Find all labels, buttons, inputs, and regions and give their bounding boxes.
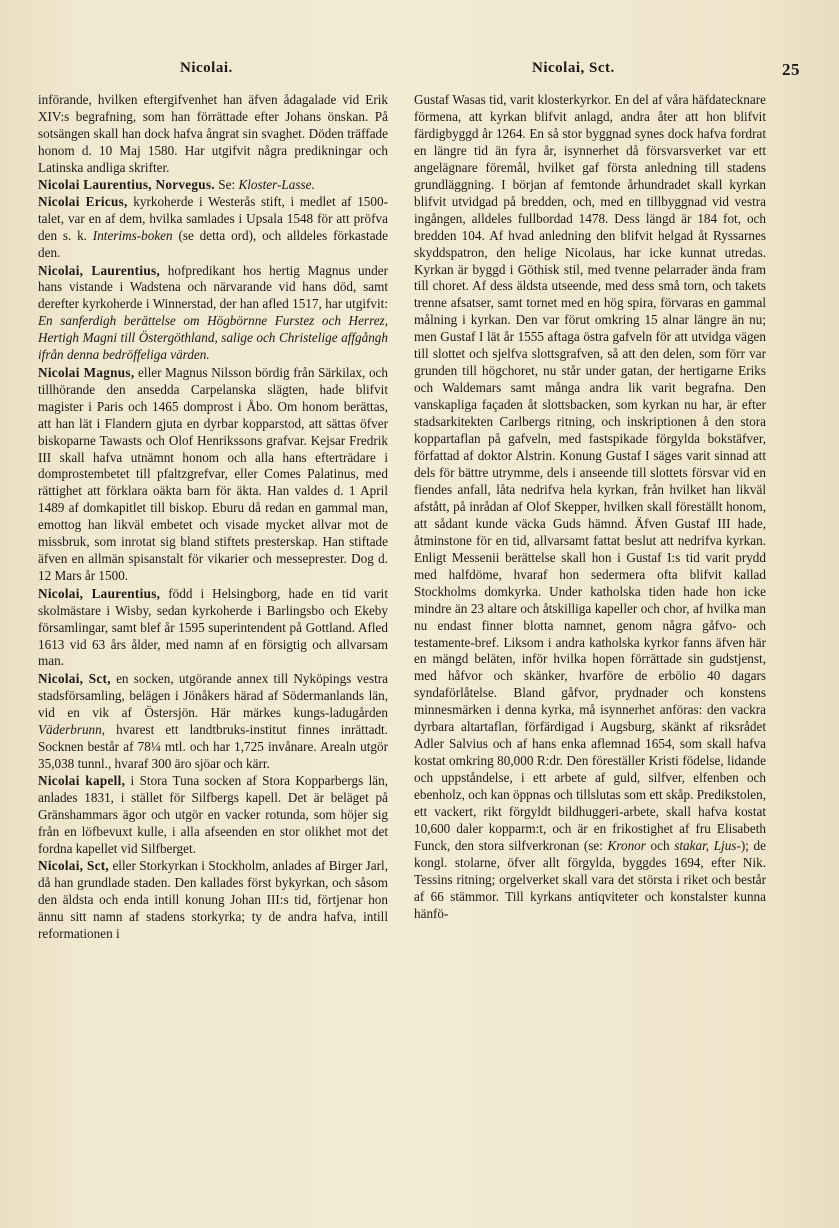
entry-text: eller Storkyrkan i Stockholm, anlades af Birger Jarl, då han grundlade staden. Den kallades först bykyrkan, och såsom den äldsta och enda intill konung Johan III:s tid, förtjenar hon ännu sitt namn af stadens storkyrka; ty de andra hafva, intill reformationen i <box>38 858 388 942</box>
entry-text: eller Magnus Nilsson bördig från Särkilax, och tillhörande den ansedda Carpelanska slägten, hade blifvit magister i Paris och 1465 domprost i Åbo. Om honom berättas, att han lät i Flandern gjuta en dyrbar kopparstod, att sättas öfver biskoparne Tawasts och Olof Henrikssons grafvar. Kejsar Fredrik III skall hafva utnämnt honom och alla hans efterträdare i domprostembetet till pfaltzgrefvar, eller Comes Palatinus, med rättighet att förklara oäkta barn för äkta. Han valdes d. 1 April 1489 af domkapitlet till biskop. Eburu då redan en gammal man, emottog han likväl embetet och visade mycket allvar mot de missbruk, som inrotat sig bland stiftets presterskap. Han stiftade äfven en allmän spisanstalt för vikarier och messeprester. Dog d. 12 Mars år 1500. <box>38 364 388 584</box>
entry-italic-title: Interims-boken <box>92 228 173 244</box>
entry-text: (se detta ord), och alldeles förkastade den. <box>38 228 388 261</box>
dictionary-entry <box>38 858 388 943</box>
entry-text: född i Helsingborg, hade en tid varit skolmästare i Wisby, sedan kyrkoherde i Barlingsbo och Ekeby församlingar, samt blef år 1595 superintendent på Gottland. Afled 1613 vid 63 års ålder, med namn af en försigtig och allvarsam man. <box>38 585 388 669</box>
entry-text: och <box>645 837 675 853</box>
entry-headword: Nicolai Magnus, <box>38 364 135 380</box>
right-column <box>414 92 766 1218</box>
dictionary-entry <box>38 671 388 773</box>
entry-cross-reference: Kloster-Lasse. <box>238 176 315 192</box>
dictionary-entry <box>38 586 388 671</box>
entry-text: Se: <box>214 176 239 192</box>
entry-text: , hvarest ett landtbruks-institut finnes inrättadt. Socknen består af 78¼ mtl. och har 1,725 invånare. Arealn utgör 35,038 tunnl., hvaraf 300 äro sjöar och kärr. <box>38 721 388 771</box>
right-running-head: Nicolai, Sct. <box>532 60 615 76</box>
running-header <box>40 60 800 86</box>
entry-headword: Nicolai Laurentius, Norvegus. <box>38 176 215 192</box>
dictionary-entry <box>38 365 388 585</box>
left-running-head: Nicolai. <box>180 60 233 76</box>
entry-cross-reference: stakar, Ljus <box>674 837 737 853</box>
entry-text: en socken, utgörande annex till Nyköpings vestra stadsförsamling, belägen i Jönåkers härad af Södermanlands län, vid en vik af Östersjön. Här märkes kungs-ladugården <box>38 670 388 720</box>
dictionary-entry <box>38 194 388 262</box>
entry-italic-place: Väderbrunn <box>38 721 102 737</box>
left-column <box>38 92 388 1218</box>
dictionary-entry <box>38 263 388 365</box>
entry-cross-reference: Kronor <box>607 837 646 853</box>
entry-italic-title: En sanferdigh berättelse om Högbörnne Furstez och Herrez, Hertigh Magni till Östergöthland, salige och Christelige affgångh ifrån denna bedröffeliga värden. <box>38 313 388 363</box>
entry-continuation <box>414 92 766 923</box>
entry-headword: Nicolai kapell, <box>38 773 126 789</box>
entry-text: kyrkoherde i Westerås stift, i medlet af 1500-talet, var en af dem, hvilka samlades i Upsala 1548 för att pröfva den s. k. <box>38 194 388 244</box>
entry-headword: Nicolai, Sct, <box>38 858 110 874</box>
entry-headword: Nicolai Ericus, <box>38 194 128 210</box>
dictionary-entry <box>38 773 388 858</box>
entry-headword: Nicolai, Sct, <box>38 670 111 686</box>
dictionary-entry <box>38 177 388 194</box>
continuation-paragraph: införande, hvilken eftergifvenhet han äfven ådagalade vid Erik XIV:s begrafning, som han förrättade efter Johans önskan. På sotsängen skall han dock hafva ångrat sin svaghet. Döden träffade honom d. 10 Maj 1580. Har utgifvit några predikningar och Latinska andliga skrifter. <box>38 92 388 175</box>
page-number: 25 <box>782 60 800 79</box>
entry-headword: Nicolai, Laurentius, <box>38 585 161 601</box>
entry-text: -); de kongl. stolarne, öfver allt förgylda, byggdes 1694, efter Nik. Tessins ritning; orgelverket skall vara det största i riket och består af 66 stämmor. Till kyrkans antiqviteter och konstalster kunna hänfö- <box>414 837 766 921</box>
entry-text: hofpredikant hos hertig Magnus under hans vistande i Wadstena och närvarande vid hans död, samt derefter kyrkoherde i Winnerstad, der han afled 1517, har utgifvit: <box>38 262 388 312</box>
entry-text: i Stora Tuna socken af Stora Kopparbergs län, anlades 1831, i stället för Silfbergs kapell. Det är beläget på Gränshammars ägor och utgör en vacker rotunda, som höjer sig från en löfbevuxt kulle, i alla afseenden en stor olikhet mot det fordna kapellet vid Silfberget. <box>38 773 388 856</box>
entry-headword: Nicolai, Laurentius, <box>38 262 160 278</box>
entry-text: Gustaf Wasas tid, varit klosterkyrkor. En del af våra häfdatecknare förmena, att kyrkan blifvit anlagd, andra åter att hon blifvit färdigbyggd år 1264. En så stor byggnad synes dock hafva fordrat en längre tid än fyra år, isynnerhet då försvarsverket var ett angelägnare föremål, hvilket gaf första anledning till stadens grundläggning. I början af femtonde århundradet skall kyrkan blifvit utvidgad på bredden, och, med en tillbyggnad vid vestra ingången, alldeles fullbordad 1478. Dess längd är 184 fot, och bredden 104. Af hvad anledning den blifvit helgad åt Ryssarnes skyddspatron, den helige Nicolaus, har icke kunnat utredas. Kyrkan är byggd i Göthisk stil, med tvenne pelarrader ända fram till choret. Af dess äldsta utseende, med dess små torn, och takets trenne afsatser, samt tornet med en hög spira, förvaras en gammal målning i kyrkan. Den var förut omkring 15 alnar längre än nu; men Gustaf I lät år 1555 aftaga östra gafveln för att utvidga vägen till slottet och sjelfva slottsgrafven, så att den delen, som förr var grunden till högchoret, nu står under gatan, der hertigarne Eriks och Waldemars samt många andra lik varit begrafna. Den vanskapliga façaden åt slottsbacken, som kyrkan nu har, är efter stadsarkitekten Carlbergs ritning, och inskriptionen å den stora koppartaflan på gafveln, med fastspikade förgylda bokstäfver, författad af doktor Alstrin. Konung Gustaf I säges varit sinnad att dels för bättre utrymme, dels i anseende till slottets försvar vid en fiendes anfall, låta nedrifva hela kyrkan, från hvilket han likväl afstått, på inrådan af Olof Skepper, hvilken skall föreställt honom, att sådant kunde väcka Guds hämnd. Äfven Gustaf III hade, åtminstone för en tid, allvarsamt fattat beslut att nedrifva kyrkan. Enligt Messenii berättelse skall hon i Gustaf I:s tid varit prydd med halfdöme, hvaraf hon sedermera ofta blifvit kallad Stockholms domkyrka. Under katholska tiden hade hon icke mindre än 23 altare och åtskilliga kapeller och chor, af hvilka man nu endast finner blotta namnet, genom några gåfvo- och testamente-bref. Liksom i andra katholska kyrkor fanns äfven här en mängd beläten, inför hvilka hopen förrättade sin gudstjenst, med håfvor och skänker, hvarföre de erbölio 40 dagars syndaförlåtelse. Bland gåfvor, prydnader och konstens minnesmärken i denna kyrka, må isynnerhet anföras: den vackra dyrbara altartaflan, förfärdigad i Augsburg, skänkt af riksrådet Adler Salvius och af hans enka aflemnad 1654, som skall hafva kostat omkring 80,000 R:dr. Den föreställer Kristi födelse, lidande och uppståndelse, i ett arbete af guld, silfver, elfenben och ebenholz, och kan öppnas och tillslutas som ett skåp. Predikstolen, ett vackert, rikt förgyldt bildhuggeri-arbete, skall hafva kostat 10,600 daler kopparm:t, och är en frikostighet af fru Elisabeth Funck, den stora silfverkronan (se: <box>414 92 766 853</box>
